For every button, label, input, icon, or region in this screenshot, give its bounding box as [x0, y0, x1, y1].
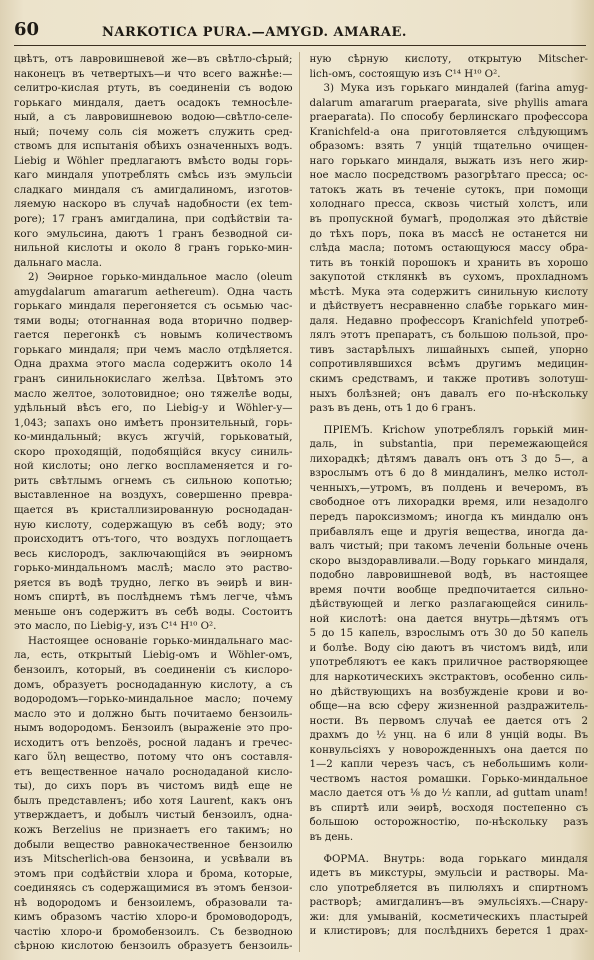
- text-line: весь кислородъ, заключающійся въ эѳирномъ: [14, 547, 293, 560]
- text-line: praeparata). По способу берлинскаго профессора: [309, 111, 588, 124]
- text-line: скоро выздоравливали.—Воду горькаго миндаля,: [309, 554, 588, 567]
- text-line: ла, есть, открытый Liebig-омъ и Wöhler-омъ,: [14, 649, 293, 662]
- text-line: номъ спиртѣ, въ послѣднемъ тѣмъ легче, чѣмъ: [14, 591, 293, 604]
- text-line: кого эмульсина, даютъ 1 гранъ безводной си-: [14, 227, 293, 240]
- text-line: обще—на всю сферу жизненной раздражитель-: [309, 700, 588, 713]
- text-line: домъ, образуетъ роснодаданную кислоту, а съ: [14, 678, 293, 691]
- text-line: жи: для умываній, косметическихъ пластырей: [309, 910, 588, 923]
- text-line: въ спиртѣ или эѳирѣ, восходя постепенно съ: [309, 801, 588, 814]
- text-line: растворѣ; амигдалинъ—въ эмульсіяхъ.—Снару-: [309, 896, 588, 909]
- text-line: большою осторожностію, по-нѣскольку разъ: [309, 816, 588, 829]
- text-line: тями воды; отогнанная вода вторично подвер-: [14, 314, 293, 327]
- text-line: добыли вещество равнокачественное бензоилю: [14, 838, 293, 851]
- text-line: pore); 17 гранъ амигдалина, при содѣйствіи та-: [14, 213, 293, 226]
- text-line: ный, а съ лавровишневою водою—свѣтло-селе-: [14, 111, 293, 124]
- text-line: ную кислоту, содержащую въ себѣ воду; это: [14, 518, 293, 531]
- text-line: меньше онъ содержитъ въ себѣ воды. Состоитъ: [14, 605, 293, 618]
- text-line: въ пропускной бумагѣ, продолжая это дѣйствіе: [309, 213, 588, 226]
- text-line: взрослымъ отъ 6 до 8 миндалинъ, мелко истол-: [309, 467, 588, 480]
- text-line: слѣда масла; потомъ остающуюся массу обра-: [309, 242, 588, 255]
- text-line: употребляютъ ее какъ приличное растворяющее: [309, 656, 588, 669]
- text-line: дальнаго масла.: [14, 256, 102, 269]
- text-columns: [14, 52, 588, 952]
- text-line: наго горькаго миндаля, выжать изъ него жир-: [309, 154, 588, 167]
- text-line: 1,043; запахъ оно имѣетъ пронзительный, горь-: [14, 416, 293, 429]
- text-line: нильной кислоты и около 8 гранъ горько-мин-: [14, 242, 293, 255]
- text-line: идетъ въ микстуры, эмульсіи и растворы. Ма-: [309, 867, 588, 880]
- text-line: тить въ тонкій порошокъ и хранить въ хорошо: [309, 256, 588, 269]
- text-line: нѣ водородомъ и бензоилемъ, образовали та-: [14, 896, 293, 909]
- text-line: гается перегонкѣ съ новымъ количествомъ: [14, 329, 293, 342]
- text-line: былъ представленъ; ибо хотя Laurent, какъ онъ: [14, 794, 293, 807]
- text-line: разъ въ день, отъ 1 до 6 гранъ.: [309, 402, 476, 415]
- text-line: до тѣхъ поръ, пока въ массѣ не останется ни: [309, 227, 588, 240]
- text-line: это масло, по Liebig-у, изъ C¹⁴ H¹⁰ O².: [14, 620, 217, 633]
- text-line: ной кислоты; оно легко воспламеняется и го-: [14, 460, 293, 473]
- text-line: даль, in substantia, при перемежающейся: [309, 438, 588, 451]
- text-line: сопротивлявшихся всѣмъ другимъ медицин-: [309, 358, 588, 371]
- text-line: ный; почему соль сія можетъ служить сред-: [14, 125, 293, 138]
- text-line: свободное отъ лихорадки время, или незадолго: [309, 496, 588, 509]
- text-line: ности. Въ первомъ случаѣ ее дается отъ 2: [309, 714, 588, 727]
- text-line: время почти вообще предпочитается сильно-: [309, 583, 588, 596]
- text-line: ной кислотѣ: она дается внутрь—дѣтямъ отъ: [309, 612, 588, 625]
- text-line: изъ Mitscherlich-ова бензоина, и усвѣвали въ: [14, 853, 293, 866]
- running-title: NARKOTICA PURA.—AMYGD. AMARAE.: [102, 25, 407, 40]
- text-line: и клистировъ; для послѣднихъ берется 1 драх-: [309, 925, 588, 938]
- text-line: ПРІЕМЪ. Krichow употреблялъ горькій мин-: [323, 423, 588, 436]
- text-line: образомъ: взять 7 унцій тщательно очищен-: [309, 140, 588, 153]
- text-line: Kranichfeld-а она приготовляется слѣдующимъ: [309, 125, 588, 138]
- text-line: даля. Недавно профессоръ Kranichfeld употреб-: [309, 314, 588, 327]
- text-line: каго миндаля употреблять смѣсь изъ эмульсіи: [14, 169, 293, 182]
- text-line: 3) Мука изъ горькаго миндалей (farina amyg-: [323, 82, 588, 95]
- text-line: лихорадкѣ; дѣтямъ давалъ онъ отъ 3 до 5—, а: [309, 452, 588, 465]
- text-line: исходитъ отъ benzoës, росной ладанъ и гречес-: [14, 736, 293, 749]
- text-line: и болѣе. Воду сію даютъ въ чистомъ видѣ, или: [309, 641, 588, 654]
- text-line: наконецъ въ четвертыхъ—и что всего важнѣе:—: [14, 67, 293, 80]
- text-line: Одна драхма этого масла содержитъ около 14: [14, 358, 293, 371]
- text-line: подобно лавровишневой водѣ, въ настоящее: [309, 569, 588, 582]
- text-line: драхмъ до ½ унц. на 6 или 8 унцій воды. Въ: [309, 729, 588, 742]
- text-line: ченныхъ,—утромъ, въ полдень и вечеромъ, въ: [309, 481, 588, 494]
- text-line: ляемую наскоро въ случаѣ надобности (ex tem-: [14, 198, 293, 211]
- text-line: Настоящее основаніе горько-миндальнаго мас-: [28, 634, 293, 647]
- paragraph-gap: [310, 416, 589, 423]
- page-number: 60: [14, 19, 40, 40]
- left-column: [14, 52, 300, 952]
- text-line: ныхъ болѣзней; онъ давалъ его по-нѣскольку: [309, 387, 588, 400]
- text-line: водородомъ—горько-миндальное масло; почему: [14, 693, 293, 706]
- text-line: горькаго миндаля, даетъ осадокъ темносѣле-: [14, 96, 293, 109]
- text-line: сло употребляется въ пилюляхъ и спиртномъ: [309, 881, 588, 894]
- text-line: конвульсіяхъ у новорожденныхъ она дается по: [309, 743, 588, 756]
- text-line: въ день.: [309, 830, 354, 843]
- text-line: валъ чистый; при такомъ леченіи больные очень: [309, 540, 588, 553]
- text-line: происходитъ отъ-того, что воздухъ поглощаетъ: [14, 533, 293, 546]
- text-line: масло это и должно быть почитаемо бензоиль-: [14, 707, 293, 720]
- text-line: частію хлоро-и бромобензоилъ. Съ безводною: [14, 925, 293, 938]
- text-line: масло дается отъ ⅛ до ½ капли, ad guttam unam!: [309, 787, 588, 800]
- text-line: amygdalarum amararum aethereum). Одна часть: [14, 285, 293, 298]
- text-line: щается въ кристаллизированную роснодадан-: [14, 503, 293, 516]
- text-line: ко-миндальный; вкусъ жгучій, горьковатый,: [14, 431, 293, 444]
- text-line: кимъ образомъ частію хлоро-и бромоводородъ,: [14, 911, 293, 924]
- text-line: тивъ застарѣлыхъ лишайныхъ сыпей, упорно: [309, 343, 588, 356]
- text-line: нымъ водородомъ. Бензоилъ (выраженіе это про-: [14, 722, 293, 735]
- text-line: ты), до сихъ поръ въ чистомъ видѣ еще не: [14, 780, 293, 793]
- text-line: 2) Эѳирное горько-миндальное масло (oleum: [28, 271, 293, 284]
- text-line: этомъ при содѣйствіи хлора и брома, которые,: [14, 867, 293, 880]
- text-line: холоднаго пресса, сквозь чистый холстъ, или: [309, 198, 588, 211]
- text-line: рить свѣтлымъ огнемъ съ сильною копотью;: [14, 474, 293, 487]
- text-line: горькаго миндаля перегоняется съ осьмью час-: [14, 300, 293, 313]
- text-line: кожъ Berzelius не признаетъ его такимъ; но: [14, 823, 293, 836]
- text-line: дѣйствующей и легко разлагающейся синиль-: [309, 598, 588, 611]
- text-line: скимъ средствамъ, и также противъ золотуш-: [309, 373, 588, 386]
- text-line: удѣльный вѣсъ его, по Liebig-у и Wöhler-у—: [14, 402, 293, 415]
- text-line: Liebig и Wöhler предлагаютъ вмѣсто воды горь-: [14, 154, 293, 167]
- text-line: dalarum amararum praeparata, sive phyllis amara: [309, 96, 588, 109]
- text-line: лялъ этотъ препаратъ, съ большою пользой, про-: [309, 329, 588, 342]
- text-line: передъ пароксизмомъ; иногда къ миндалю онъ: [309, 510, 588, 523]
- text-line: горько-миндальномъ маслѣ; масло это раство-: [14, 562, 293, 575]
- paragraph-gap: [310, 845, 589, 852]
- text-line: масло желтое, золотовидное; оно тяжелѣе воды,: [14, 387, 293, 400]
- text-line: ряется въ водѣ трудно, легко въ эѳирѣ и вин-: [14, 576, 293, 589]
- text-line: и дѣйствуетъ несравненно слабѣе горькаго мин-: [309, 300, 588, 313]
- text-line: каго ὕλη вещество, потому что онъ составля-: [14, 751, 293, 764]
- running-header: [14, 14, 586, 40]
- text-line: ФОРМА. Внутрь: вода горькаго миндаля: [323, 852, 588, 865]
- text-line: для наркотическихъ экстрактовъ, особенно силь-: [309, 670, 588, 683]
- text-line: ное масло посредствомъ разогрѣтаго пресса; ос-: [309, 169, 588, 182]
- text-line: но дѣйствующихъ на возбужденіе крови и во-: [309, 685, 588, 698]
- text-line: мѣстѣ. Мука эта содержитъ синильную кислоту: [309, 285, 588, 298]
- text-line: 5 до 15 капель, взрослымъ отъ 30 до 50 капель: [309, 627, 588, 640]
- text-line: прибавлялъ еще и другія вещества, иногда да-: [309, 525, 588, 538]
- text-line: скоро проходящій, подобящійся вкусу синиль-: [14, 445, 293, 458]
- text-line: ную сѣрную кислоту, открытую Mitscher-: [309, 53, 588, 65]
- text-line: татокъ жать въ теченіе сутокъ, при помощи: [309, 183, 588, 196]
- text-line: сѣрною кислотою бензоилъ образуетъ бензоиль-: [14, 940, 293, 952]
- text-line: 1—2 капли черезъ часъ, съ небольшимъ коли-: [309, 758, 588, 771]
- text-line: lich-омъ, состоящую изъ C¹⁴ H¹⁰ O².: [309, 67, 501, 80]
- text-line: етъ вещественное начало роснодаданой кисло-: [14, 765, 293, 778]
- right-column: [310, 52, 589, 952]
- text-line: соединяясь съ содержащимися въ этомъ бензои-: [14, 882, 293, 895]
- text-line: селитро-кислая ртуть, въ соединеніи съ водою: [14, 82, 293, 95]
- text-line: выставленное на воздухъ, совершенно превра-: [14, 489, 293, 502]
- text-line: сладкаго миндаля съ амигдалиномъ, изготов-: [14, 183, 293, 196]
- text-line: ствомъ для испытанія обѣихъ означенныхъ водъ.: [14, 140, 293, 153]
- text-line: закупотой стклянкѣ въ сухомъ, прохладномъ: [309, 271, 588, 284]
- text-line: бензоилъ, который, въ соединеніи съ кислоро-: [14, 663, 293, 676]
- text-line: горькаго миндаля; при чемъ масло отдѣляется.: [14, 343, 293, 356]
- header-rule: [14, 45, 586, 46]
- text-line: утверждаетъ, и добылъ чистый бензоилъ, одна-: [14, 809, 293, 822]
- text-line: цвѣтъ, отъ лавровишневой же—въ свѣтло-сѣрый;: [14, 53, 293, 65]
- text-line: чествомъ настоя ромашки. Горько-миндальное: [309, 772, 588, 785]
- text-line: гранъ синильнокислаго желѣза. Цвѣтомъ это: [14, 373, 293, 386]
